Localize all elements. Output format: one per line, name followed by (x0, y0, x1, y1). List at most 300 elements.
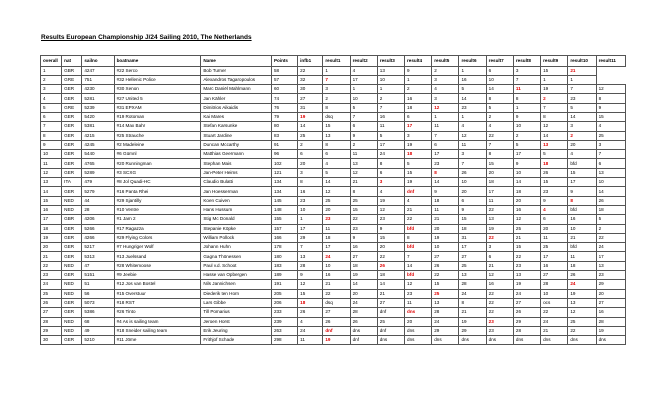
table-cell: 166 (271, 233, 297, 242)
table-cell: 145 (271, 196, 297, 205)
table-cell: 11 (486, 196, 513, 205)
table-cell: 25 (298, 131, 323, 140)
table-cell: Koen Cuiven (201, 196, 272, 205)
table-cell: 3 (596, 140, 625, 149)
table-cell: 12 (41, 168, 62, 177)
table-cell: 8 (486, 94, 513, 103)
table-cell: 3 (405, 131, 432, 140)
table-cell: 14 (568, 112, 596, 121)
table-row (41, 252, 626, 261)
table-cell: 22 (486, 308, 513, 317)
table-cell: 19 (405, 140, 432, 149)
table-cell: 26 (298, 308, 323, 317)
table-cell: 25 (459, 261, 486, 270)
table-cell: 134 (271, 187, 297, 196)
table-cell: 5073 (82, 298, 114, 307)
table-cell: 11 (323, 224, 350, 233)
table-cell: 7 (486, 140, 513, 149)
table-cell: 1 (298, 215, 323, 224)
table-cell: 18 (323, 233, 350, 242)
table-cell: dns (486, 336, 513, 345)
table-cell: 22 (486, 298, 513, 307)
table-cell: 16 (405, 94, 432, 103)
table-cell: GER (62, 131, 82, 140)
table-cell: 18 (350, 261, 377, 270)
table-cell: 8 (486, 150, 513, 159)
table-cell: 28 (298, 261, 323, 270)
table-cell: 134 (271, 178, 297, 187)
table-cell: 22 (486, 233, 513, 242)
table-cell: 16 (568, 215, 596, 224)
table-cell: 15 (541, 178, 568, 187)
table-cell: 5266 (82, 224, 114, 233)
table-cell: 15 (323, 122, 350, 131)
column-header: result10 (568, 56, 596, 67)
table-cell: 11 (377, 122, 404, 131)
column-header: Points (271, 56, 297, 67)
table-cell: 20 (513, 196, 540, 205)
table-cell: 47 (82, 261, 114, 270)
column-header: result2 (350, 56, 377, 67)
table-cell: 20 (323, 205, 350, 214)
table-cell: 49 (82, 326, 114, 335)
table-cell: 10 (541, 289, 568, 298)
table-cell: 24 (541, 317, 568, 326)
table-cell: 15 (377, 233, 404, 242)
table-cell: 4206 (82, 215, 114, 224)
table-cell: 22 (298, 66, 323, 75)
table-cell: GER (62, 233, 82, 242)
table-cell: #1 Jam 2 (114, 215, 201, 224)
table-cell: 27 (377, 298, 404, 307)
table-row (41, 215, 626, 224)
table-cell: dns (405, 308, 432, 317)
table-row (41, 280, 626, 289)
table-cell: 16 (323, 271, 350, 280)
table-cell: bfd (405, 243, 432, 252)
table-cell: 13 (568, 298, 596, 307)
table-cell: 10 (568, 224, 596, 233)
table-cell: 32 (298, 75, 323, 84)
table-cell: 4 (459, 122, 486, 131)
table-cell: 1 (513, 103, 540, 112)
table-cell: 18 (568, 261, 596, 270)
table-cell: NED (62, 326, 82, 335)
table-row (41, 150, 626, 159)
table-cell: NED (62, 205, 82, 214)
table-cell: 2 (323, 94, 350, 103)
table-cell: 4 (405, 196, 432, 205)
table-cell: Kai Mares (201, 112, 272, 121)
table-cell: Stuart Jardine (201, 131, 272, 140)
table-cell: 13 (596, 261, 625, 270)
table-cell: 7 (377, 103, 404, 112)
table-cell: 1 (459, 112, 486, 121)
column-header: result6 (459, 56, 486, 67)
table-cell: #22 Serco (114, 66, 201, 75)
table-cell: 21 (432, 215, 459, 224)
table-cell: 25 (41, 289, 62, 298)
table-cell: 9 (568, 187, 596, 196)
table-cell: 17 (459, 243, 486, 252)
table-cell: 12 (568, 308, 596, 317)
table-cell: 16 (541, 261, 568, 270)
table-cell: 11 (513, 85, 540, 94)
table-cell: 30 (298, 85, 323, 94)
table-cell: NED (62, 289, 82, 298)
table-cell: 17 (350, 75, 377, 84)
table-cell: #6 Gümnl (114, 150, 201, 159)
table-cell: GER (62, 150, 82, 159)
table-cell: #31 EPXAM (114, 103, 201, 112)
table-cell: 26 (432, 261, 459, 270)
table-cell: 28 (350, 308, 377, 317)
table-cell: bfd (568, 159, 596, 168)
table-cell: 191 (271, 280, 297, 289)
table-cell: Lars Gibbe (201, 298, 272, 307)
table-cell: 12 (432, 103, 459, 112)
table-cell: 3 (432, 94, 459, 103)
table-cell: 28 (82, 205, 114, 214)
table-cell: 15 (432, 280, 459, 289)
table-row (41, 85, 626, 94)
table-cell: 4230 (82, 85, 114, 94)
column-header: result3 (377, 56, 404, 67)
table-cell: 28 (596, 317, 625, 326)
table-row (41, 326, 626, 335)
table-cell: 1 (350, 85, 377, 94)
column-header: overall (41, 56, 62, 67)
table-cell: 1 (541, 75, 568, 84)
table-cell: 16 (513, 205, 540, 214)
table-cell: 10 (596, 178, 625, 187)
table-cell: 12 (459, 131, 486, 140)
table-cell: #13 Juelssand (114, 252, 201, 261)
table-cell: #29 Sjantilly (114, 196, 201, 205)
table-cell: #15 Overstuur (114, 289, 201, 298)
table-cell: 5 (596, 215, 625, 224)
table-cell: 8 (568, 196, 596, 205)
column-header: result4 (405, 56, 432, 67)
table-cell: 5 (486, 103, 513, 112)
table-cell: GBR (62, 66, 82, 75)
table-cell: 5 (568, 103, 596, 112)
table-cell: 4 (568, 150, 596, 159)
table-cell: 18 (377, 271, 404, 280)
table-cell: 10 (486, 75, 513, 84)
table-cell: 9 (513, 112, 540, 121)
table-cell: 8 (350, 187, 377, 196)
column-header: boatname (114, 56, 201, 67)
table-cell: 20 (377, 243, 404, 252)
table-row (41, 317, 626, 326)
table-cell: 17 (432, 150, 459, 159)
table-row (41, 112, 626, 121)
table-cell: 22 (568, 326, 596, 335)
table-cell: 56 (82, 289, 114, 298)
table-cell: 4 (377, 187, 404, 196)
table-cell: 17 (41, 215, 62, 224)
table-cell: 13 (486, 215, 513, 224)
table-cell: 23 (432, 159, 459, 168)
table-cell: bfd (405, 224, 432, 233)
table-cell: dns (513, 336, 540, 345)
table-cell: 21 (405, 205, 432, 214)
table-cell: 7 (432, 131, 459, 140)
table-cell: 21 (350, 178, 377, 187)
table-cell: 3 (459, 150, 486, 159)
table-row (41, 233, 626, 242)
table-row (41, 103, 626, 112)
table-cell: Hans Hussum (201, 205, 272, 214)
table-body (41, 66, 626, 345)
table-cell: dnf (350, 336, 377, 345)
table-cell: 26 (541, 168, 568, 177)
table-cell: 27 (41, 308, 62, 317)
table-cell: 25 (323, 196, 350, 205)
table-cell: 10 (377, 75, 404, 84)
column-header: nat (62, 56, 82, 67)
table-cell: 23 (459, 103, 486, 112)
table-cell: 23 (568, 94, 596, 103)
table-cell: 3 (568, 122, 596, 131)
table-cell: 24 (350, 298, 377, 307)
table-cell: 27 (323, 308, 350, 317)
table-cell: Marc Daniël Mahlmann (201, 85, 272, 94)
table-cell: 15 (459, 215, 486, 224)
table-cell: 11 (432, 122, 459, 131)
table-cell: bfd (568, 243, 596, 252)
table-cell: dns (541, 336, 568, 345)
table-cell: GER (62, 308, 82, 317)
table-cell: 4 (323, 159, 350, 168)
table-cell: 24 (596, 243, 625, 252)
table-cell: 20 (568, 140, 596, 149)
table-cell: 9 (377, 224, 404, 233)
table-cell: 20 (298, 159, 323, 168)
table-cell: #25 Strauche (114, 131, 201, 140)
table-cell: 13 (596, 168, 625, 177)
table-cell: 11 (459, 140, 486, 149)
table-cell: 28 (513, 326, 540, 335)
table-row (41, 168, 626, 177)
table-cell: 4 (432, 85, 459, 94)
table-cell: 22 (486, 205, 513, 214)
table-cell: 25 (541, 243, 568, 252)
table-cell: 8 (596, 94, 625, 103)
table-cell: 11 (432, 205, 459, 214)
table-cell: 11 (298, 336, 323, 345)
table-cell: 9 (432, 187, 459, 196)
table-row (41, 140, 626, 149)
table-cell: 19 (513, 280, 540, 289)
table-cell: GER (62, 187, 82, 196)
table-cell: #10 Ventre (114, 205, 201, 214)
table-cell: dns (568, 336, 596, 345)
table-cell: Jan Hoesserman (201, 187, 272, 196)
table-cell: 9 (596, 103, 625, 112)
table-cell: 11 (41, 159, 62, 168)
table-cell: 3 (41, 85, 62, 94)
table-cell: 23 (596, 271, 625, 280)
table-cell: 10 (432, 243, 459, 252)
table-cell: Hasse van Opbergen (201, 271, 272, 280)
table-cell: GER (62, 159, 82, 168)
table-cell: 26 (41, 298, 62, 307)
table-cell: 3 (377, 178, 404, 187)
table-cell: 9 (405, 66, 432, 75)
table-cell: GER (62, 336, 82, 345)
table-cell: 9 (459, 205, 486, 214)
table-cell: 121 (271, 168, 297, 177)
table-row (41, 66, 626, 75)
table-cell: 23 (377, 215, 404, 224)
table-cell: 21 (323, 280, 350, 289)
table-cell: 5210 (82, 336, 114, 345)
table-cell: 25 (377, 317, 404, 326)
table-cell: 1 (432, 112, 459, 121)
table-cell: 20 (596, 289, 625, 298)
table-cell: 12 (513, 215, 540, 224)
table-cell: GER (62, 298, 82, 307)
table-cell: GER (62, 224, 82, 233)
table-cell: 12 (323, 187, 350, 196)
table-cell: #27 United 5 (114, 94, 201, 103)
table-cell: 12 (405, 280, 432, 289)
table-cell: 19 (459, 317, 486, 326)
table-cell: dns (596, 336, 625, 345)
table-cell: 13 (459, 271, 486, 280)
table-cell: 14 (41, 187, 62, 196)
table-cell: 5386 (82, 308, 114, 317)
table-cell: 12 (350, 168, 377, 177)
table-cell: 5 (350, 103, 377, 112)
table-cell: 9 (41, 140, 62, 149)
table-cell: 79 (271, 112, 297, 121)
table-cell: 6 (596, 159, 625, 168)
table-cell: 11 (405, 298, 432, 307)
table-cell: 6 (41, 112, 62, 121)
table-row (41, 261, 626, 270)
table-cell: 7 (568, 85, 596, 94)
table-cell: 24 (459, 289, 486, 298)
table-cell: GER (62, 168, 82, 177)
table-cell: 17 (405, 122, 432, 131)
table-cell: dns (377, 336, 404, 345)
table-cell: 12 (298, 280, 323, 289)
table-cell: 3 (432, 75, 459, 84)
table-cell: 19 (432, 233, 459, 242)
table-cell: 44 (82, 196, 114, 205)
table-cell: 27 (298, 94, 323, 103)
table-cell: 3 (298, 168, 323, 177)
table-cell: 5440 (82, 150, 114, 159)
table-cell: 91 (271, 140, 297, 149)
table-cell: 5313 (82, 252, 114, 261)
table-cell: Jan Kähler (201, 94, 272, 103)
table-cell: 15 (596, 112, 625, 121)
table-cell: 157 (271, 224, 297, 233)
table-cell: 7 (405, 252, 432, 261)
table-cell: GER (62, 112, 82, 121)
table-cell: #19 Rotoman (114, 112, 201, 121)
table-cell: 14 (432, 178, 459, 187)
table-cell: 8 (432, 168, 459, 177)
table-cell: 4 (541, 205, 568, 214)
table-cell: 15 (486, 159, 513, 168)
table-cell: 17 (377, 140, 404, 149)
table-cell: Stig Mc Donald (201, 215, 272, 224)
table-cell: 27 (513, 298, 540, 307)
table-cell: 8 (541, 112, 568, 121)
table-cell: 16 (459, 75, 486, 84)
table-cell: 18 (541, 159, 568, 168)
table-cell: 29 (41, 326, 62, 335)
table-cell: Diederik ten Horn (201, 289, 272, 298)
table-cell: 1 (377, 85, 404, 94)
table-cell: 14 (377, 280, 404, 289)
table-cell: Alexandros Tagaropoulos (201, 75, 272, 84)
table-cell: NED (62, 261, 82, 270)
table-cell: #9 Jeebie (114, 271, 201, 280)
table-cell: dns (350, 326, 377, 335)
table-cell: ocs (541, 298, 568, 307)
table-header-row (41, 56, 626, 67)
table-cell: 14 (541, 131, 568, 140)
table-row (41, 196, 626, 205)
table-cell: 8 (323, 140, 350, 149)
table-cell: GER (62, 94, 82, 103)
table-cell: 16 (486, 280, 513, 289)
table-cell: 76 (271, 103, 297, 112)
table-cell: 31 (459, 233, 486, 242)
table-cell: 31 (298, 103, 323, 112)
table-cell: GBR (62, 215, 82, 224)
table-cell: 4765 (82, 159, 114, 168)
table-cell: Johann Huhn (201, 243, 272, 252)
column-header: infb1 (298, 56, 323, 67)
table-cell: 12 (541, 122, 568, 131)
table-cell: 25 (350, 196, 377, 205)
table-cell: 26 (323, 317, 350, 326)
table-cell: 5151 (82, 271, 114, 280)
table-cell: 12 (377, 205, 404, 214)
table-cell: 10 (350, 94, 377, 103)
table-cell: 22 (541, 308, 568, 317)
table-cell: 13 (432, 298, 459, 307)
table-cell: 3 (486, 243, 513, 252)
table-cell: 57 (271, 75, 297, 84)
table-cell: 19 (350, 271, 377, 280)
table-cell: 25 (568, 317, 596, 326)
table-cell: 22 (377, 252, 404, 261)
table-cell: GER (62, 85, 82, 94)
table-cell: 6 (541, 215, 568, 224)
table-cell: 17 (323, 243, 350, 252)
table-cell: 22 (432, 271, 459, 280)
table-cell: 102 (271, 159, 297, 168)
table-cell: 178 (271, 243, 297, 252)
table-cell: 27 (459, 252, 486, 261)
table-cell: 21 (41, 252, 62, 261)
table-cell: 5 (41, 103, 62, 112)
table-cell: 23 (298, 196, 323, 205)
table-cell: 5 (513, 140, 540, 149)
table-cell: #17 Ragazza (114, 224, 201, 233)
table-cell: 19 (377, 196, 404, 205)
table-cell: dns (405, 336, 432, 345)
table-cell: 23 (41, 271, 62, 280)
